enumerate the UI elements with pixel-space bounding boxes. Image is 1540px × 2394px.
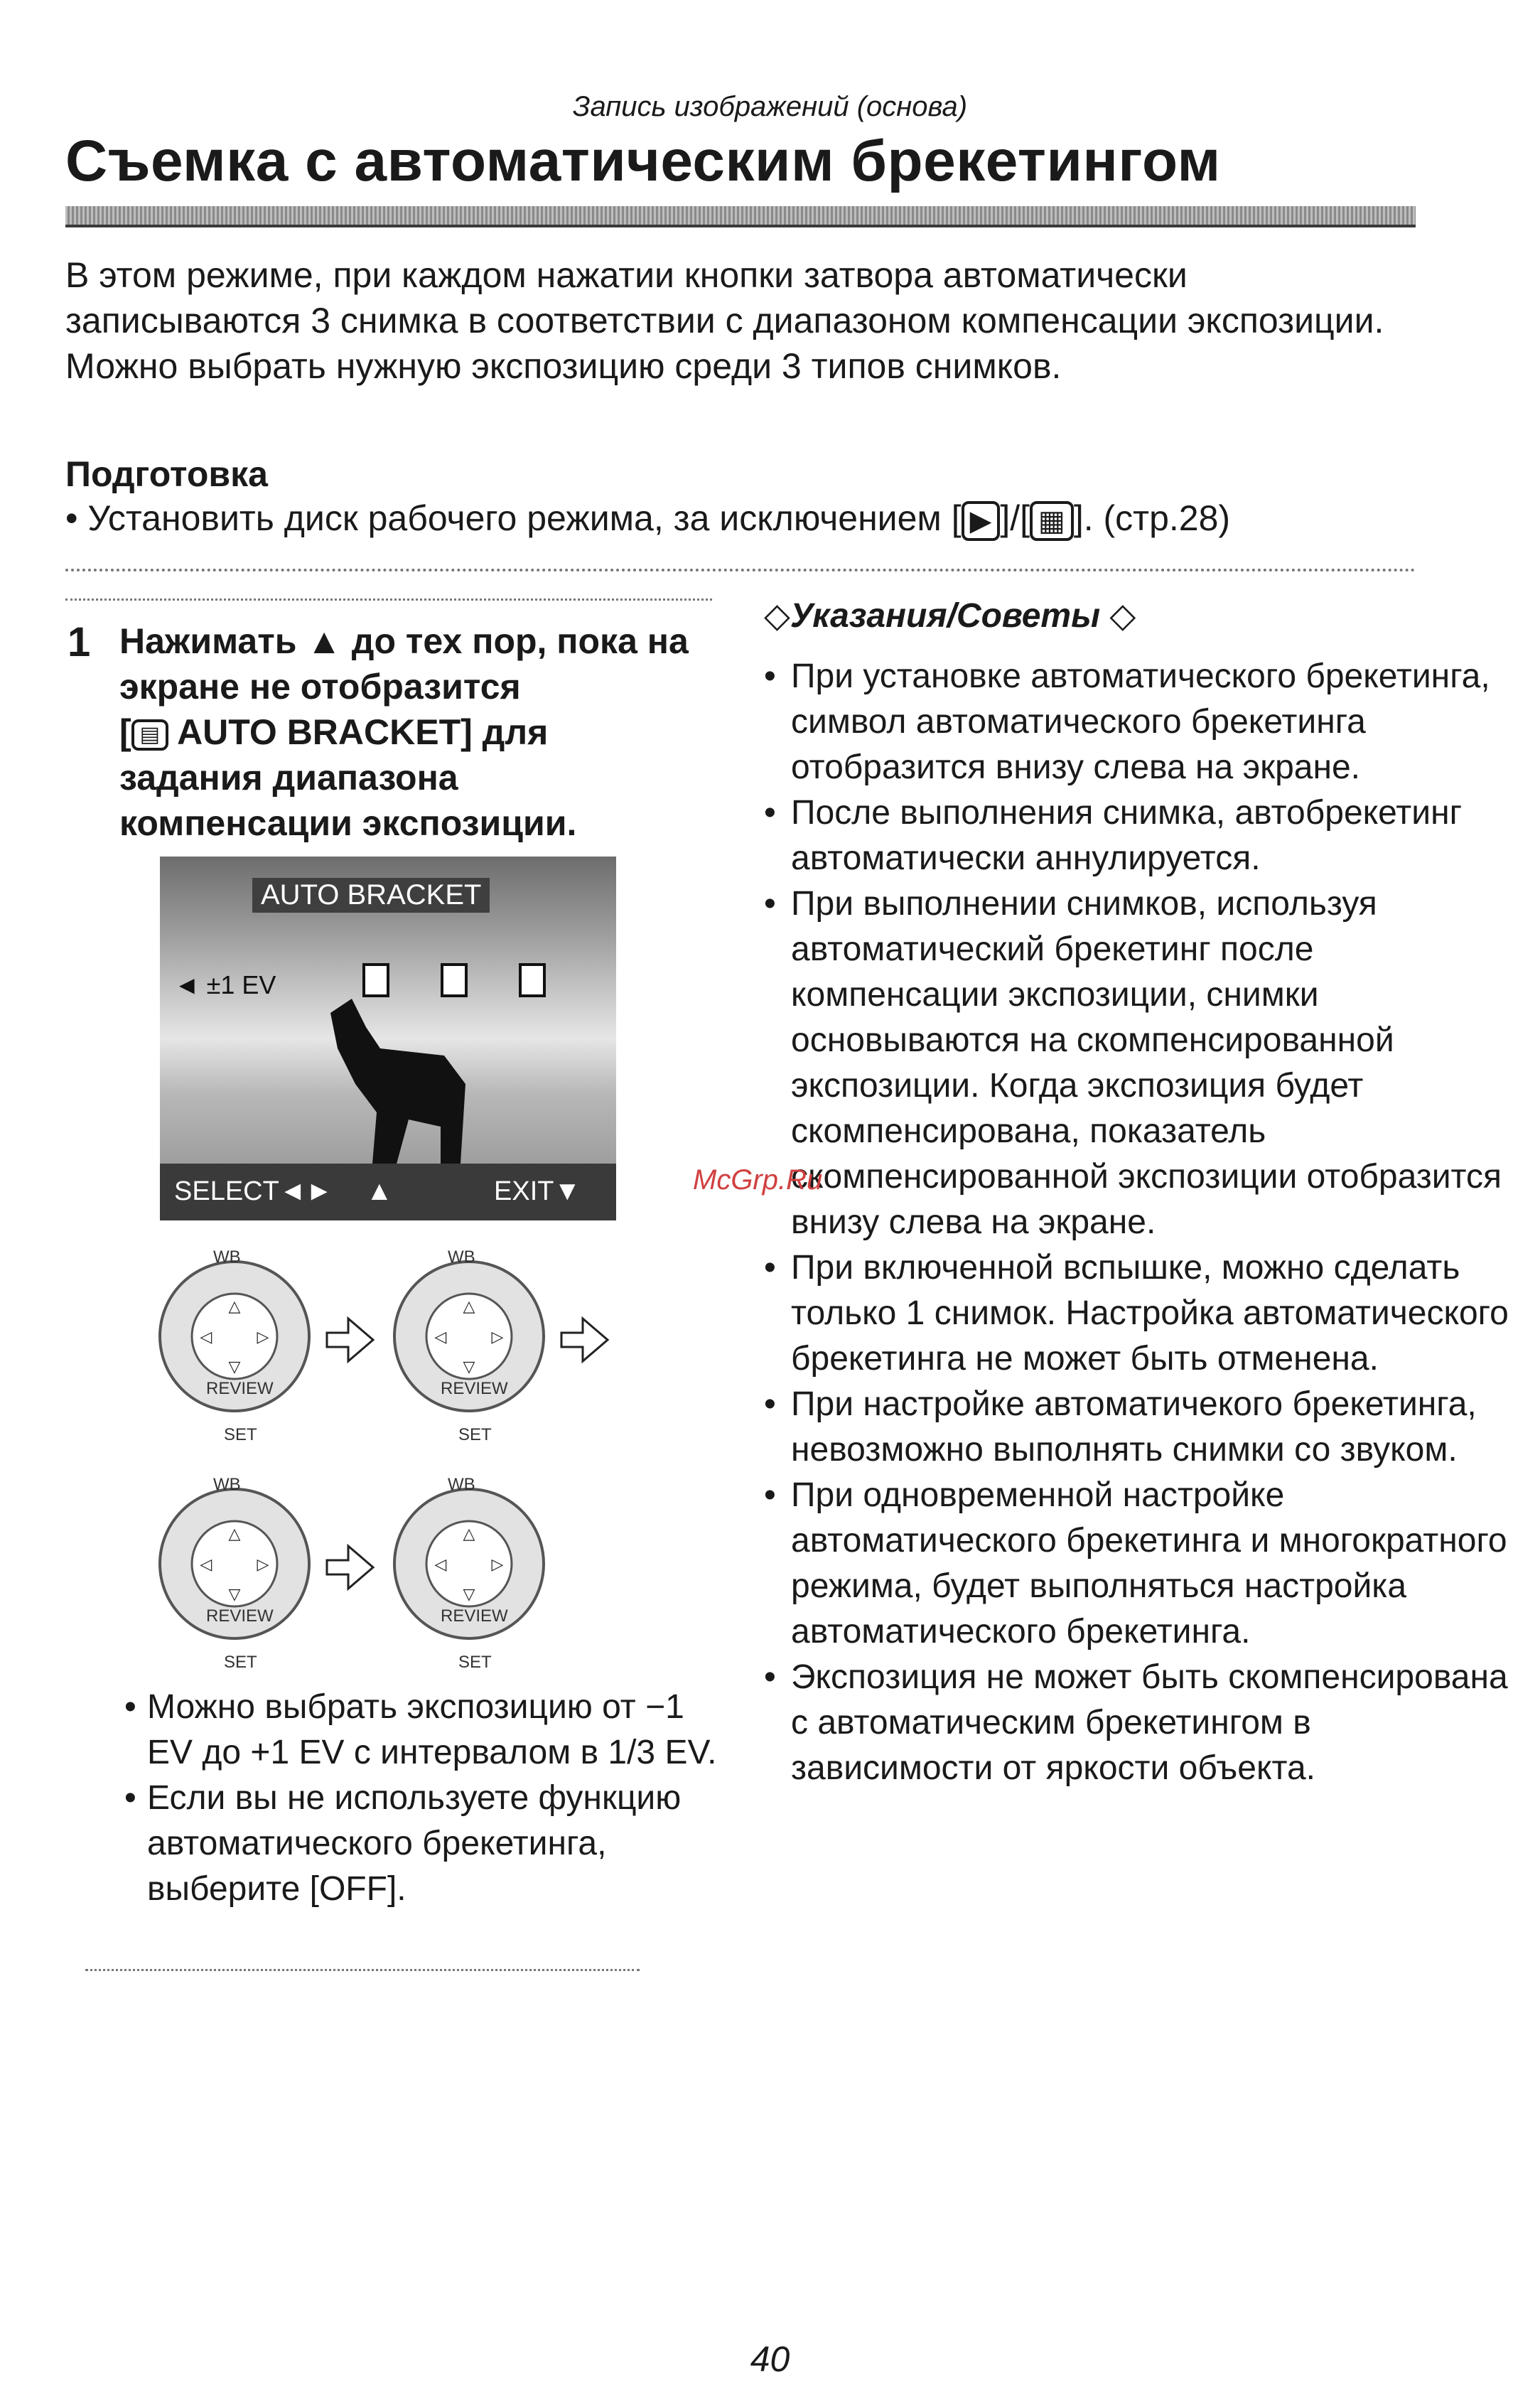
svg-text:◁: ◁ — [200, 1555, 212, 1573]
tip-item: • При одновременной настройке автоматического брекетинга и многократного режима, будет выполняться настройка автоматического брекетинга. — [764, 1473, 1510, 1655]
screen-select-label: SELECT◄► — [174, 1176, 333, 1206]
movie-icon: ▦ — [1030, 501, 1074, 541]
step-line-5: компенсации экспозиции. — [119, 803, 577, 843]
svg-text:▷: ▷ — [257, 1328, 269, 1346]
dial-2-review-label: REVIEW — [441, 1379, 508, 1398]
tip-item: • При установке автоматического брекетинга, символ автоматического брекетинга отобразится внизу слева на экране. — [764, 654, 1510, 790]
arrow-right-icon — [327, 1546, 373, 1589]
screen-ev-label: ◄ ±1 EV — [174, 970, 276, 999]
tip-item: • При включенной вспышке, можно сделать только 1 снимок. Настройка автоматического брекетинга не может быть отменена. — [764, 1245, 1510, 1382]
bracket-frame-3 — [519, 963, 546, 997]
svg-text:▷: ▷ — [257, 1555, 269, 1573]
tip-item: • После выполнения снимка, автобрекетинг автоматически аннулируется. — [764, 790, 1510, 881]
dial-4-top-label: WB — [448, 1475, 475, 1494]
svg-text:△: △ — [463, 1297, 475, 1315]
svg-text:△: △ — [463, 1525, 475, 1542]
svg-text:▽: ▽ — [463, 1358, 475, 1375]
screen-bottom-bar — [160, 1164, 616, 1220]
dial-3-review-label: REVIEW — [206, 1606, 274, 1626]
preparation-title: Подготовка — [65, 454, 268, 494]
play-icon: ▶ — [962, 501, 1001, 541]
arrow-right-icon — [327, 1319, 373, 1361]
auto-bracket-icon: ▤ — [131, 719, 168, 751]
intro-paragraph-1: В этом режиме, при каждом нажатии кнопки затвора автоматически записываются 3 снимка в соответствии с диапазоном компенсации экспозиции. — [65, 255, 1384, 340]
step-line-3: [ ▤ AUTO BRACKET] для — [119, 712, 549, 752]
svg-text:▽: ▽ — [228, 1358, 241, 1375]
section-divider — [65, 569, 1416, 571]
tip-item: • Экспозиция не может быть скомпенсирована с автоматическим брекетингом в зависимости от яркости объекта. — [764, 1655, 1510, 1791]
intro-paragraph-2: Можно выбрать нужную экспозицию среди 3 типов снимков. — [65, 346, 1062, 386]
screen-exit-label: EXIT▼ — [494, 1176, 581, 1206]
tip-item: • При настройке автоматичекого брекетинга, невозможно выполнять снимки со звуком. — [764, 1382, 1510, 1473]
svg-text:▷: ▷ — [491, 1328, 504, 1346]
tips-list — [764, 654, 1510, 1791]
tip-item: • При выполнении снимков, используя автоматический брекетинг после компенсации экспозиции, снимки основываются на скомпенсированной экспозиции. Когда экспозиция будет скомпенсирована, показатель скомпенсированной экспозиции отобразится внизу слева на экране. — [764, 881, 1510, 1245]
step-divider — [65, 598, 712, 601]
dial-4-review-label: REVIEW — [441, 1606, 508, 1626]
dial-2-top-label: WB — [448, 1247, 475, 1267]
dial-1-top-label: WB — [213, 1247, 241, 1267]
dial-3-top-label: WB — [213, 1475, 241, 1494]
step-line-4: задания диапазона — [119, 758, 458, 798]
step-line-1: Нажимать ▲ до тех пор, пока на — [119, 621, 689, 661]
svg-text:▷: ▷ — [491, 1555, 504, 1573]
svg-text:◁: ◁ — [200, 1328, 212, 1346]
title-underline — [65, 206, 1416, 227]
step-line-2: экране не отобразится — [119, 667, 521, 707]
svg-text:◁: ◁ — [434, 1328, 447, 1346]
watermark: McGrp.Ru — [693, 1164, 823, 1196]
preparation-text-middle: ]/[ — [1000, 498, 1030, 538]
left-bottom-divider — [85, 1969, 640, 1971]
page-title: Съемка с автоматическим брекетингом — [65, 129, 1221, 193]
preparation-text-after: ]. (стр.28) — [1073, 498, 1231, 538]
tips-title: ◇Указания/Советы ◇ — [764, 597, 1136, 635]
dial-2-set-label: SET — [458, 1425, 492, 1444]
arrow-right-icon — [561, 1319, 608, 1361]
page-number: 40 — [750, 2339, 790, 2379]
preparation-text-before: Установить диск рабочего режима, за исключением [ — [87, 498, 962, 538]
dial-1-set-label: SET — [224, 1425, 257, 1444]
step-number: 1 — [68, 619, 91, 665]
screen-auto-bracket-label: AUTO BRACKET — [252, 878, 490, 913]
intro-text — [65, 252, 1416, 389]
section-subtitle: Запись изображений (основа) — [572, 91, 968, 122]
dial-3-set-label: SET — [224, 1653, 257, 1672]
left-notes — [124, 1685, 736, 1912]
svg-text:△: △ — [228, 1525, 241, 1542]
svg-text:◁: ◁ — [434, 1555, 447, 1573]
camera-screen — [160, 857, 616, 1220]
svg-text:△: △ — [228, 1297, 241, 1315]
step-instruction — [119, 618, 731, 846]
svg-text:▽: ▽ — [228, 1585, 241, 1603]
svg-text:▽: ▽ — [463, 1585, 475, 1603]
left-note-1: • Можно выбрать экспозицию от −1 EV до +1 EV с интервалом в 1/3 EV. — [124, 1685, 736, 1776]
dial-1-review-label: REVIEW — [206, 1379, 274, 1398]
left-note-2: • Если вы не используете функцию автоматического брекетинга, выберите [OFF]. — [124, 1776, 736, 1912]
dial-4-set-label: SET — [458, 1653, 492, 1672]
screen-mid-label: ▲ — [366, 1176, 393, 1206]
preparation-text: • Установить диск рабочего режима, за исключением [ ▶ ]/[ ▦ ]. (стр.28) — [65, 498, 1230, 541]
